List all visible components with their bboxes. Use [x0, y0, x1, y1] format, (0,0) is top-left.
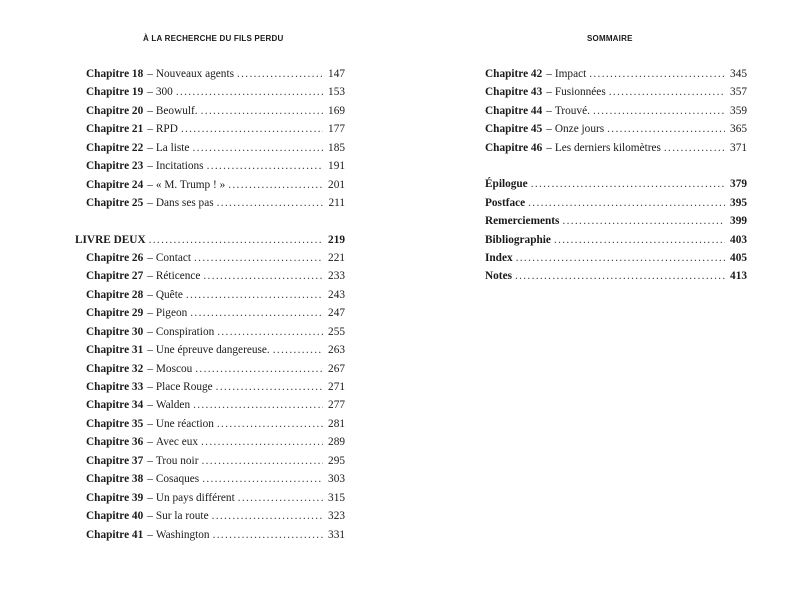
page-number: 331: [328, 528, 345, 541]
dot-leader: [528, 194, 725, 212]
chapter-number: Chapitre 41: [86, 528, 144, 541]
chapter-title: Quête: [155, 288, 183, 301]
dot-leader: [589, 65, 725, 83]
back-matter-entry-title: Épilogue: [485, 178, 528, 191]
chapter-number: Chapitre 23: [86, 160, 144, 173]
chapter-number: Chapitre 43: [485, 86, 543, 99]
entry-separator: –: [147, 123, 153, 136]
dot-leader: [273, 341, 323, 359]
toc-entry[interactable]: [485, 102, 747, 120]
section-gap: [75, 213, 345, 231]
entry-separator: –: [147, 491, 153, 504]
chapter-title: RPD: [155, 123, 178, 136]
chapter-title: Avec eux: [155, 436, 199, 449]
chapter-title: « M. Trump ! »: [155, 178, 226, 191]
toc-entry[interactable]: [75, 378, 345, 396]
chapter-number: Chapitre 19: [86, 86, 144, 99]
part-heading[interactable]: [75, 231, 345, 249]
dot-leader: [176, 83, 323, 101]
back-matter-entry[interactable]: [485, 231, 747, 249]
entry-separator: –: [147, 104, 153, 117]
chapter-title: Beowulf.: [155, 104, 198, 117]
chapter-number: Chapitre 24: [86, 178, 144, 191]
chapter-title: Les derniers kilomètres: [554, 141, 661, 154]
entry-separator: –: [147, 454, 153, 467]
entry-separator: –: [546, 86, 552, 99]
dot-leader: [515, 267, 725, 285]
toc-entry[interactable]: [75, 415, 345, 433]
page-number: 233: [328, 270, 345, 283]
page-number: 413: [730, 270, 747, 283]
chapter-number: Chapitre 22: [86, 141, 144, 154]
dot-leader: [202, 470, 323, 488]
page-number: 153: [328, 86, 345, 99]
entry-separator: –: [147, 473, 153, 486]
chapter-number: Chapitre 21: [86, 123, 144, 136]
page-number: 221: [328, 251, 345, 264]
page-number: 359: [730, 104, 747, 117]
chapter-number: Chapitre 29: [86, 307, 144, 320]
page-number: 243: [328, 288, 345, 301]
toc-entry[interactable]: [75, 102, 345, 120]
page-number: 357: [730, 86, 747, 99]
page-number: 365: [730, 123, 747, 136]
chapter-title: Fusionnées: [554, 86, 606, 99]
toc-entry[interactable]: [485, 65, 747, 83]
toc-entry[interactable]: [75, 323, 345, 341]
toc-entry[interactable]: [485, 120, 747, 138]
entry-separator: –: [147, 381, 153, 393]
chapter-number: Chapitre 40: [86, 510, 144, 523]
chapter-title: Contact: [155, 251, 192, 264]
back-matter-entry[interactable]: [485, 249, 747, 267]
toc-entry[interactable]: [75, 120, 345, 138]
page-number: 247: [328, 307, 345, 320]
dot-leader: [201, 102, 323, 120]
dot-leader: [207, 157, 323, 175]
toc-entry[interactable]: [75, 526, 345, 544]
chapter-title: Walden: [155, 399, 191, 412]
dot-leader: [217, 194, 323, 212]
chapter-title: Une réaction: [155, 417, 214, 430]
entry-separator: –: [147, 436, 153, 449]
entry-separator: –: [147, 362, 153, 375]
page-number: 267: [328, 362, 345, 375]
entry-separator: –: [546, 141, 552, 154]
entry-separator: –: [147, 178, 153, 191]
dot-leader: [192, 139, 323, 157]
dot-leader: [217, 323, 323, 341]
page-number: 295: [328, 454, 345, 467]
toc-entry[interactable]: [75, 470, 345, 488]
chapter-number: Chapitre 37: [86, 454, 144, 467]
chapter-title: Cosaques: [155, 473, 200, 486]
chapter-title: Nouveaux agents: [155, 68, 234, 80]
chapter-number: Chapitre 26: [86, 251, 144, 264]
toc-entry[interactable]: [75, 157, 345, 175]
chapter-title: Pigeon: [155, 307, 188, 320]
page-number: 201: [328, 178, 345, 191]
chapter-title: Onze jours: [554, 123, 605, 136]
dot-leader: [190, 304, 323, 322]
page-number: 345: [730, 68, 747, 80]
page-number: 323: [328, 510, 345, 523]
chapter-title: Conspiration: [155, 325, 215, 338]
entry-separator: –: [147, 344, 153, 357]
toc-entry[interactable]: [75, 396, 345, 414]
page-number: 371: [730, 141, 747, 154]
toc-entry[interactable]: [75, 176, 345, 194]
dot-leader: [186, 286, 323, 304]
dot-leader: [607, 120, 725, 138]
chapter-number: Chapitre 32: [86, 362, 144, 375]
page-number: 405: [730, 251, 747, 264]
dot-leader: [609, 83, 725, 101]
chapter-number: Chapitre 30: [86, 325, 144, 338]
back-matter-entry[interactable]: [485, 194, 747, 212]
dot-leader: [193, 396, 323, 414]
running-head-left: À LA RECHERCHE DU FILS PERDU: [143, 34, 284, 43]
entry-separator: –: [147, 251, 153, 264]
toc-entry[interactable]: [75, 65, 345, 83]
chapter-number: Chapitre 39: [86, 491, 144, 504]
entry-separator: –: [546, 68, 552, 80]
section-gap: [485, 157, 747, 175]
entry-separator: –: [147, 399, 153, 412]
back-matter-entry[interactable]: [485, 212, 747, 230]
page-number: 211: [328, 197, 345, 210]
toc-entry[interactable]: [75, 286, 345, 304]
entry-separator: –: [147, 197, 153, 210]
page-number: 271: [328, 381, 345, 393]
back-matter-entry[interactable]: [485, 175, 747, 193]
chapter-number: Chapitre 45: [485, 123, 543, 136]
dot-leader: [531, 175, 725, 193]
page-number: 315: [328, 491, 345, 504]
dot-leader: [194, 249, 323, 267]
page-number: 303: [328, 473, 345, 486]
chapter-title: 300: [155, 86, 173, 99]
dot-leader: [217, 415, 323, 433]
chapter-number: Chapitre 33: [86, 381, 144, 393]
page-number: 399: [730, 215, 747, 228]
chapter-number: Chapitre 34: [86, 399, 144, 412]
dot-leader: [593, 102, 725, 120]
back-matter-entry-title: Postface: [485, 196, 526, 209]
back-matter-entry[interactable]: [485, 267, 747, 285]
page-number: 169: [328, 104, 345, 117]
entry-separator: –: [546, 123, 552, 136]
dot-leader: [664, 139, 725, 157]
page-number: 289: [328, 436, 345, 449]
chapter-title: Moscou: [155, 362, 193, 375]
back-matter-entry-title: Remerciements: [485, 215, 560, 228]
dot-leader: [516, 249, 725, 267]
chapter-number: Chapitre 42: [485, 68, 543, 80]
toc-entry[interactable]: [75, 341, 345, 359]
dot-leader: [201, 433, 323, 451]
running-head-right: SOMMAIRE: [587, 34, 633, 43]
toc-entry[interactable]: [75, 267, 345, 285]
dot-leader: [201, 452, 323, 470]
dot-leader: [562, 212, 725, 230]
toc-entry[interactable]: [485, 139, 747, 157]
entry-separator: –: [147, 141, 153, 154]
chapter-title: Sur la route: [155, 510, 209, 523]
page-number: 379: [730, 178, 747, 191]
chapter-title: Réticence: [155, 270, 201, 283]
dot-leader: [228, 176, 323, 194]
toc-entry[interactable]: [75, 360, 345, 378]
toc-entry[interactable]: [75, 249, 345, 267]
page-number: 263: [328, 344, 345, 357]
back-matter-entry-title: Notes: [485, 270, 512, 283]
part-heading-title: LIVRE DEUX: [75, 233, 146, 246]
entry-separator: –: [147, 288, 153, 301]
chapter-number: Chapitre 20: [86, 104, 144, 117]
dot-leader: [237, 65, 323, 83]
toc-entry[interactable]: [75, 139, 345, 157]
chapter-number: Chapitre 44: [485, 104, 543, 117]
page-number: 281: [328, 417, 345, 430]
chapter-number: Chapitre 27: [86, 270, 144, 283]
page-number: 395: [730, 196, 747, 209]
toc-entry[interactable]: [485, 83, 747, 101]
entry-separator: –: [147, 325, 153, 338]
entry-separator: –: [147, 68, 153, 80]
chapter-number: Chapitre 25: [86, 197, 144, 210]
page-number: 219: [328, 233, 345, 246]
chapter-title: Incitations: [155, 160, 204, 173]
chapter-number: Chapitre 38: [86, 473, 144, 486]
page-number: 277: [328, 399, 345, 412]
dot-leader: [216, 378, 323, 396]
chapter-title: Une épreuve dangereuse.: [155, 344, 270, 357]
toc-right: [485, 65, 747, 286]
dot-leader: [238, 489, 323, 507]
entry-separator: –: [147, 270, 153, 283]
chapter-title: Trouvé.: [554, 104, 590, 117]
chapter-title: Washington: [155, 528, 210, 541]
back-matter-entry-title: Bibliographie: [485, 233, 551, 246]
toc-entry[interactable]: [75, 304, 345, 322]
entry-separator: –: [147, 528, 153, 541]
entry-separator: –: [147, 307, 153, 320]
chapter-title: Dans ses pas: [155, 197, 214, 210]
dot-leader: [181, 120, 323, 138]
chapter-number: Chapitre 18: [86, 68, 144, 80]
dot-leader: [195, 360, 323, 378]
page-number: 177: [328, 123, 345, 136]
toc-entry[interactable]: [75, 433, 345, 451]
chapter-title: Impact: [554, 68, 587, 80]
dot-leader: [212, 507, 323, 525]
toc-entry[interactable]: [75, 194, 345, 212]
entry-separator: –: [147, 86, 153, 99]
dot-leader: [554, 231, 725, 249]
dot-leader: [203, 267, 323, 285]
entry-separator: –: [546, 104, 552, 117]
toc-entry[interactable]: [75, 507, 345, 525]
dot-leader: [213, 526, 323, 544]
entry-separator: –: [147, 510, 153, 523]
dot-leader: [149, 231, 323, 249]
chapter-number: Chapitre 31: [86, 344, 144, 357]
page-number: 185: [328, 141, 345, 154]
chapter-number: Chapitre 46: [485, 141, 543, 154]
entry-separator: –: [147, 160, 153, 173]
page-number: 191: [328, 160, 345, 173]
right-page: [400, 0, 800, 613]
page-number: 147: [328, 68, 345, 80]
page-number: 403: [730, 233, 747, 246]
toc-left: [75, 65, 345, 544]
chapter-number: Chapitre 36: [86, 436, 144, 449]
toc-entry[interactable]: [75, 452, 345, 470]
back-matter-entry-title: Index: [485, 251, 513, 264]
page-number: 255: [328, 325, 345, 338]
toc-entry[interactable]: [75, 489, 345, 507]
chapter-number: Chapitre 28: [86, 288, 144, 301]
toc-entry[interactable]: [75, 83, 345, 101]
entry-separator: –: [147, 417, 153, 430]
chapter-title: Un pays différent: [155, 491, 235, 504]
chapter-title: Trou noir: [155, 454, 199, 467]
chapter-number: Chapitre 35: [86, 417, 144, 430]
chapter-title: La liste: [155, 141, 190, 154]
chapter-title: Place Rouge: [155, 381, 213, 393]
